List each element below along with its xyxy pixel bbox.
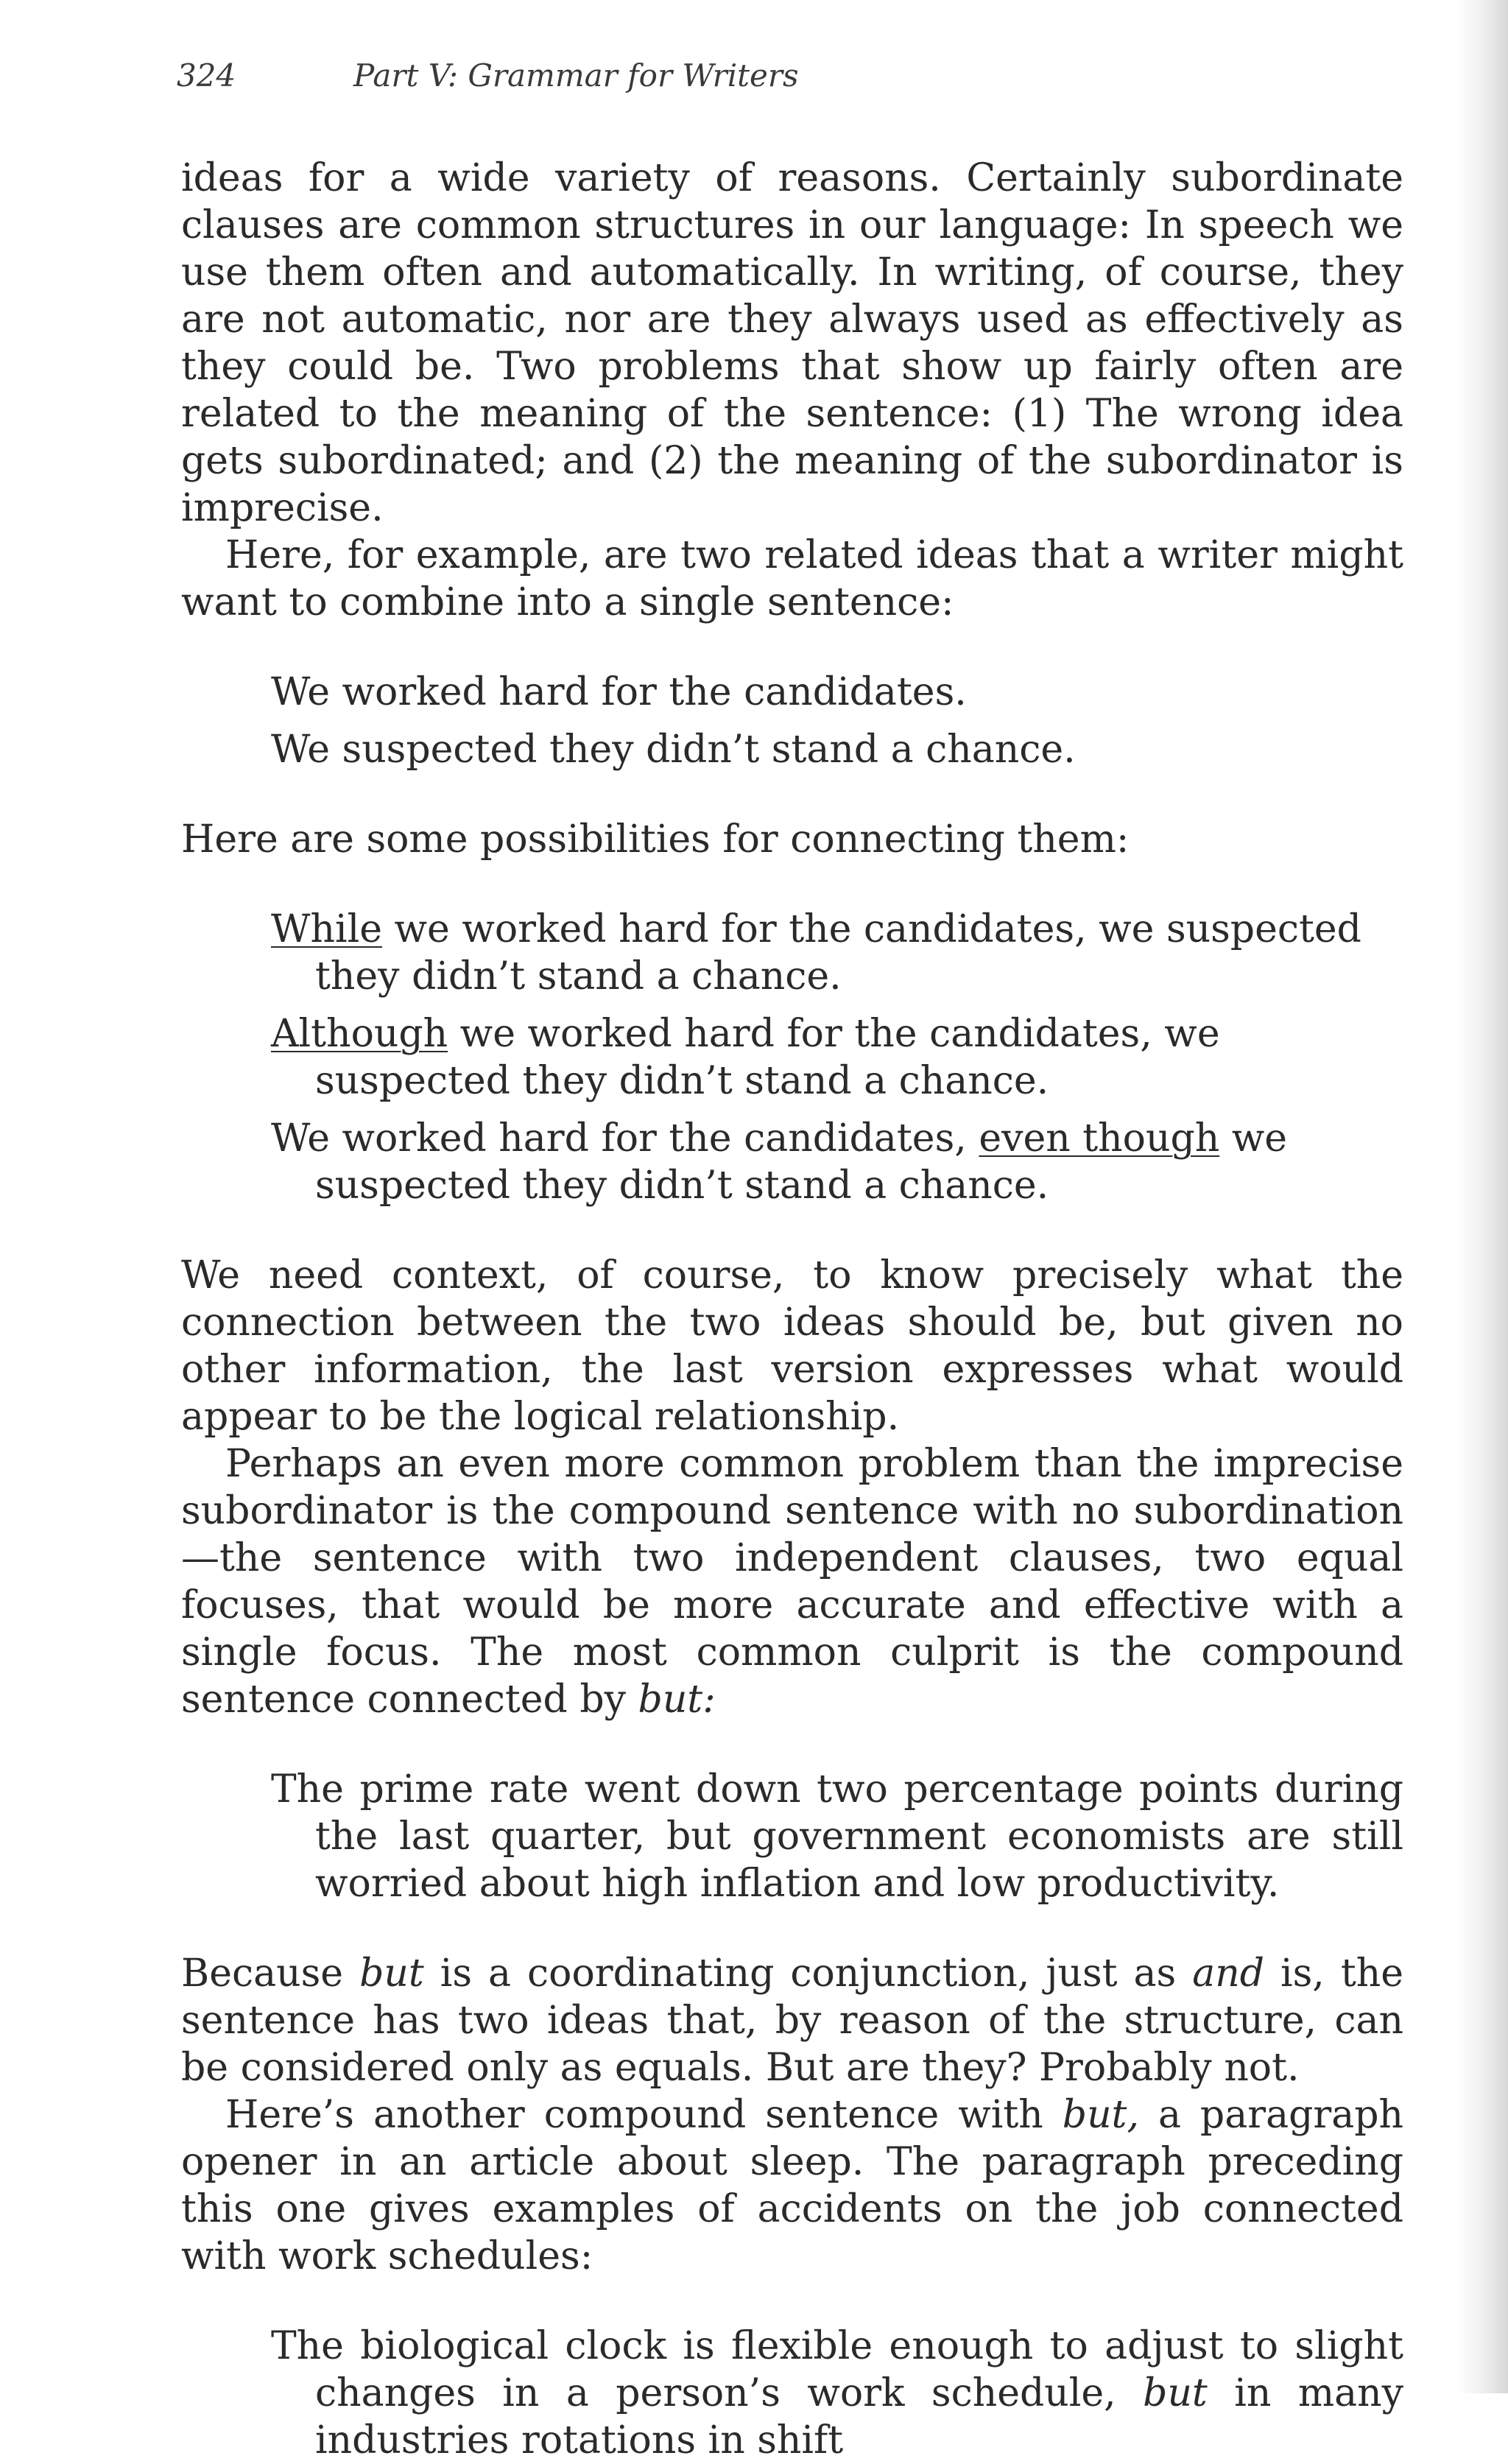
- example-set-3: [181, 1766, 1403, 1907]
- paragraph-3: Here are some possibilities for connecting them:: [181, 817, 1130, 862]
- example-set-2: [181, 906, 1403, 1209]
- page-edge-shadow: [1456, 0, 1508, 2393]
- example-biological-clock-text-1: The biological clock is flexible enough to adjust to slight changes in a person’s work schedule,: [271, 2324, 1403, 2415]
- example-although: [271, 1010, 1403, 1105]
- paragraph-6: [181, 1950, 1403, 2091]
- example-prime-rate: The prime rate went down two percentage points during the last quarter, but government economists are still worried about high inflation and low productivity.: [271, 1767, 1403, 1906]
- page-number: 324: [177, 57, 236, 94]
- paragraph-4: We need context, of course, to know precisely what the connection between the two ideas should be, but given no other information, the last version expresses what would appear to be the logical relationship.: [181, 1253, 1403, 1439]
- paragraph-1: ideas for a wide variety of reasons. Certainly subordinate clauses are common structures in our language: In speech we use them often and automatically. In writing, of course, they are not automatic, nor are they always used as effectively as they could be. Two problems that show up fairly often are related to the meaning of the sentence: (1) The wrong idea gets subordinated; and (2) the meaning of the subordinator is imprecise.: [181, 156, 1403, 530]
- example-even-though-rest: we suspected they didn’t stand a chance.: [315, 1116, 1288, 1208]
- paragraph-5-text: Perhaps an even more common problem than the imprecise subordinator is the compound sentence with no subordination—the sentence with two independent clauses, two equal focuses, that would be more accurate and effective with a single focus. The most common culprit is the compound sentence connected by: [181, 1442, 1403, 1722]
- paragraph-6-text-1: Because: [181, 1951, 360, 1996]
- example-sentence-2: We suspected they didn’t stand a chance.: [271, 728, 1076, 772]
- paragraph-5: [181, 1440, 1403, 1723]
- subordinator-while: While: [271, 907, 382, 951]
- paragraph-2: Here, for example, are two related ideas that a writer might want to combine into a single sentence:: [181, 533, 1403, 624]
- paragraph-7-text-1: Here’s another compound sentence with: [225, 2093, 1063, 2137]
- paragraph-6-text-2: is a coordinating conjunction, just as: [423, 1951, 1193, 1996]
- paragraph-7-text-2: a paragraph opener in an article about sleep. The paragraph preceding this one gives examples of accidents on the job connected with work schedules:: [181, 2093, 1404, 2278]
- example-while-rest: we worked hard for the candidates, we suspected they didn’t stand a chance.: [315, 907, 1361, 999]
- running-title: Part V: Grammar for Writers: [353, 57, 799, 94]
- example-biological-clock: [271, 2323, 1403, 2464]
- paragraph-7: [181, 2091, 1403, 2280]
- example-even-though: [271, 1115, 1403, 1209]
- example-while: [271, 906, 1403, 1000]
- paragraph-6-emphasis-and: and: [1192, 1951, 1264, 1996]
- paragraph-5-emphasis: but:: [638, 1678, 716, 1722]
- example-set-4: [181, 2323, 1403, 2464]
- running-head: [177, 57, 799, 94]
- example-biological-clock-text-2: in many industries rotations in shift: [315, 2371, 1404, 2463]
- example-biological-clock-emphasis: but: [1143, 2371, 1208, 2415]
- paragraph-6-text-3: is, the sentence has two ideas that, by reason of the structure, can be considered only as equals. But are they? Probably not.: [181, 1951, 1403, 2090]
- example-set-1: [181, 669, 1403, 773]
- paragraph-7-emphasis-but: but,: [1062, 2093, 1139, 2137]
- body-text: [181, 155, 1403, 2464]
- example-sentence-1: We worked hard for the candidates.: [271, 670, 967, 714]
- example-even-though-pre: We worked hard for the candidates,: [271, 1116, 979, 1161]
- paragraph-6-emphasis-but: but: [359, 1951, 424, 1996]
- subordinator-even-though: even though: [979, 1116, 1220, 1161]
- example-although-rest: we worked hard for the candidates, we suspected they didn’t stand a chance.: [315, 1012, 1220, 1103]
- subordinator-although: Although: [271, 1012, 448, 1056]
